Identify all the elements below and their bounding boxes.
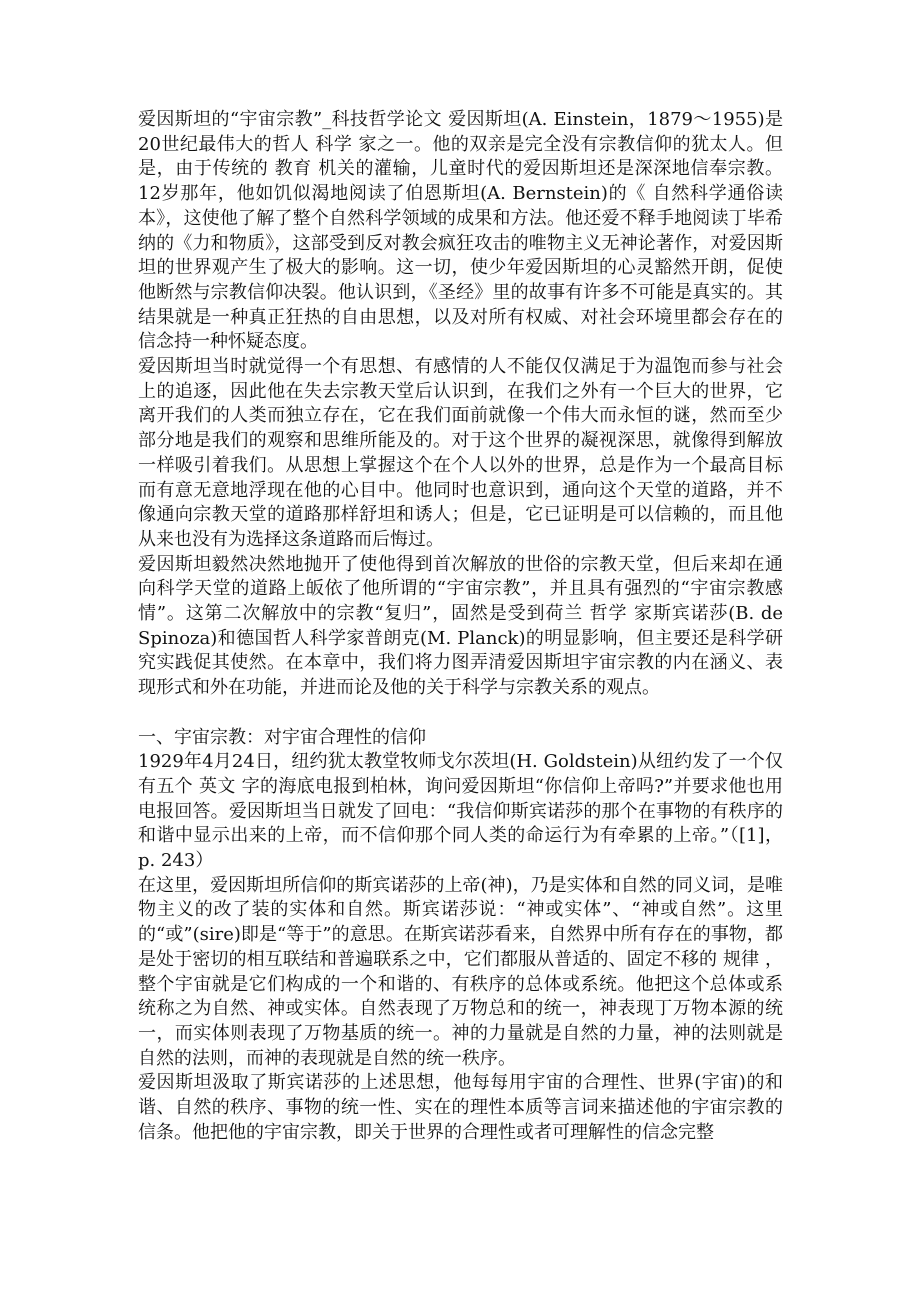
- paragraph-intro: 爱因斯坦的“宇宙宗教”_科技哲学论文 爱因斯坦(A. Einstein，1879～1955)是20世纪最伟大的哲人 科学 家之一。他的双亲是完全没有宗教信仰的犹太人。但是，由于传统的 教育 机关的灌输，儿童时代的爱因斯坦还是深深地信奉宗教。12岁那年，他如饥似渴地阅读了伯恩斯坦(A. Bernstein)的《 自然科学通俗读本》，这使他了解了整个自然科学领域的成果和方法。他还爱不释手地阅读丁毕希纳的《力和物质》，这部受到反对教会疯狂攻击的唯物主义无神论著作，对爱因斯坦的世界观产生了极大的影响。这一切，使少年爱因斯坦的心灵豁然开朗，促使他断然与宗教信仰决裂。他认识到，《圣经》里的故事有许多不可能是真实的。其结果就是一种真正狂热的自由思想，以及对所有权威、对社会环境里都会存在的信念持一种怀疑态度。: [138, 109, 783, 353]
- blank-line: [138, 701, 783, 726]
- paragraph-telegram: 1929年4月24日，纽约犹太教堂牧师戈尔茨坦(H. Goldstein)从纽约发了一个仅有五个 英文 字的海底电报到柏林，询问爱因斯坦“你信仰上帝吗?”并要求他也用电报回答。爱因斯坦当日就发了回电：“我信仰斯宾诺莎的那个在事物的有秩序的和谐中显示出来的上帝，而不信仰那个同人类的命运行为有牵累的上帝。”（[1]，p. 243）: [138, 751, 783, 872]
- paragraph-world: 爱因斯坦当时就觉得一个有思想、有感情的人不能仅仅满足于为温饱而参与社会上的追逐，因此他在失去宗教天堂后认识到，在我们之外有一个巨大的世界，它离开我们的人类而独立存在，它在我们面前就像一个伟大而永恒的谜，然而至少部分地是我们的观察和思维所能及的。对于这个世界的凝视深思，就像得到解放一样吸引着我们。从思想上掌握这个在个人以外的世界，总是作为一个最高目标而有意无意地浮现在他的心目中。他同时也意识到，通向这个天堂的道路，并不像通向宗教天堂的道路那样舒坦和诱人；但是，它已证明是可以信赖的，而且他从来也没有为选择这条道路而后悔过。: [138, 356, 783, 550]
- section-heading: 一、宇宙宗教：对宇宙合理性的信仰: [138, 726, 426, 748]
- paragraph-spinoza-god: 在这里，爱因斯坦所信仰的斯宾诺莎的上帝(神)，乃是实体和自然的同义词，是唯物主义的改了装的实体和自然。斯宾诺莎说：“神或实体”、“神或自然”。这里的“或”(sire)即是“等于”的意思。在斯宾诺莎看来，自然界中所有存在的事物，都是处于密切的相互联结和普遍联系之中，它们都服从普适的、固定不移的 规律 ，整个宇宙就是它们构成的一个和谐的、有秩序的总体或系统。他把这个总体或系统称之为自然、神或实体。自然表现了万物总和的统一，神表现丁万物本源的统一，而实体则表现了万物基质的统一。神的力量就是自然的力量，神的法则就是自然的法则，而神的表现就是自然的统一秩序。: [138, 874, 783, 1069]
- document-body: [138, 108, 783, 1146]
- paragraph-einstein-creed: 爱因斯坦汲取了斯宾诺莎的上述思想，他每每用宇宙的合理性、世界(宇宙)的和谐、自然的秩序、事物的统一性、实在的理性本质等言词来描述他的宇宙宗教的信条。他把他的宇宙宗教，即关于世界的合理性或者可理解性的信念完整: [138, 1072, 783, 1143]
- paragraph-cosmic-religion: 爱因斯坦毅然决然地抛开了使他得到首次解放的世俗的宗教天堂，但后来却在通向科学天堂的道路上皈依了他所谓的“宇宙宗教”，并且具有强烈的“宇宙宗教感情”。这第二次解放中的宗教“复归”，固然是受到荷兰 哲学 家斯宾诺莎(B. de Spinoza)和德国哲人科学家普朗克(M. Planck)的明显影响，但主要还是科学研究实践促其使然。在本章中，我们将力图弄清爱因斯坦宇宙宗教的内在涵义、表现形式和外在功能，并进而论及他的关于科学与宗教关系的观点。: [138, 553, 783, 699]
